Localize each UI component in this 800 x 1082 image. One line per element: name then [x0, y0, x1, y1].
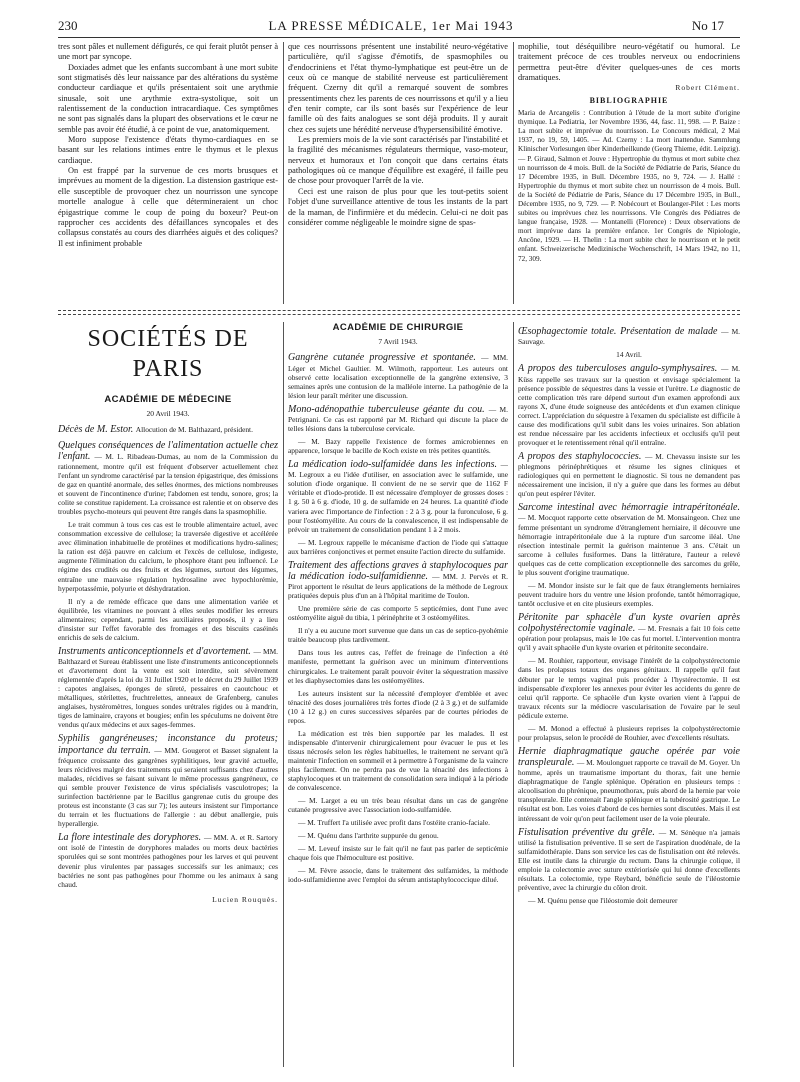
report-entry [58, 646, 278, 730]
entry-text: Dans tous les autres cas, l'effet de freinage de l'infection a été manifeste, permettant la guérison avec un minimum d'interventions chirurgicales. Le traitement paraît pouvoir éviter la séquestration massive et les diaphysectomies dans les ostéomyélites. [288, 648, 508, 685]
session-date: 20 Avril 1943. [146, 409, 190, 418]
bibliography-text: Maria de Arcangelis : Contribution à l'étude de la mort subite d'origine thymique. La Pediatria, 1er Novembre 1936, 44, fasc. 11, 998. — P. Baize : La mort subite et imprévue du nourrisson. Le Concours médical, 2 Mai 1937, no 19, 59, 1405. — Ad. Czerny : La mort inattendue. Sammlung Klinischer Vorlesungen über Kinderheilkunde (Georg Thieme, édit. Leipzig). — P. Giraud, Salmon et Jouve : Hypertrophie du thymus et mort subite chez un nourrisson de 4 mois. Bull. de la Société de Pédiatrie de Paris, Séance du 17 Décembre 1935, in Bull. Décembre 1935, no 9, 724. — J. Hallé : Hypertrophie du thymus et mort subite chez un nourrisson de 4 mois. Bull. de la Société de Pédiatrie de Paris, Séance du 17 Décembre 1935, in Bull., Décembre 1935, no 9, 729. — P. Nobécourt et Boulanger-Pilet : Les morts subites ou imprévues chez les nourrissons. VIe Congrès des Pédiatres de langue française, 1928. — Montanelli (Florence) : Deux observations de mort imprévue dans la première enfance. 1er Congrès de Nipiologie, Ancône, 1929. — H. Thelin : La mort subite chez le nourrisson et le petit enfant. Schweizerische Medizinische Wochenschrift, 14 Mars 1942, no 11, 72, 309. [518, 109, 740, 263]
entry-text: — M. L. Ribadeau-Dumas, au nom de la Commission du rationnement, montre qu'il est fréquent d'observer actuellement chez l'enfant un syndrome caractérisé par la tension épigastrique, des émissions de gaz en quantité anormale, des selles énormes, des mictions nombreuses et souvent de l'incontinence d'urine; l'abdomen est tendu, sonore, gros; la colite se constitue rapidement. La croissance est ralentie et on observe des troubles psycho-moteurs qui peuvent être rangés dans la spasmophilie. [58, 451, 278, 517]
entry-text: — MM. J. Pervès et R. Pirot apportent le résultat de leurs applications de la méthode de Legroux pratiquées depuis plus d'un an à l'hôpital maritime de Toulon. [288, 571, 508, 601]
entry-text: — M. Larget a eu un très beau résultat dans un cas de gangrène cutanée progressive avec l'association iodo-sulfamidée. [288, 796, 508, 815]
entry-title: Sarcome intestinal avec hémorragie intrapéritonéale. [518, 502, 740, 514]
report-entry [288, 831, 508, 840]
entry-title: Instruments anticonceptionnels et d'avortement. [58, 645, 254, 657]
paragraph: Les premiers mois de la vie sont caractérisés par l'instabilité et la fragilité des mécanismes régulateurs thermique, vaso-moteur, nerveux et humoraux et l'on conçoit que dans certains états pathologiques où ce manque d'équilibre est exagéré, il faille peu de chose pour provoquer l'arrêt de la vie. [288, 135, 508, 186]
entry-text: — M. Petrignani. Ce cas est rapporté par M. Richard qui discute la place de telles lésions dans la tuberculose cervicale. [288, 404, 508, 433]
entry-title: Œsophagectomie totale. Présentation de malade [518, 326, 722, 337]
entry-title: Gangrène cutanée progressive et spontanée. [288, 352, 482, 364]
report-entry [288, 352, 508, 399]
column-divider [513, 322, 514, 1067]
report-entry [288, 404, 508, 433]
entry-text: — M. Chevassu insiste sur les phlegmons périnéphrétiques et résume les signes cliniques et radiologiques qui en permettent le diagnostic. Si tous ne demandent pas nécessairement une incision, il n'y a guère que dans les formes au début qu'on peut espérer l'éviter. [518, 451, 740, 499]
journal-title: LA PRESSE MÉDICALE, 1er Mai 1943 [268, 18, 514, 33]
report-entry [518, 746, 740, 823]
middle-column [288, 322, 508, 1067]
report-entry [58, 832, 278, 888]
entry-text: — M. Fèvre associe, dans le traitement des sulfamides, la méthode iodo-sulfamidienne avec l'emploi du sérum antistaphylococcique dilué. [288, 866, 508, 885]
top-column-3 [518, 42, 740, 304]
paragraph: tres sont pâles et nullement défigurés, ce qui ferait plutôt penser à une mort par syncope. [58, 42, 278, 62]
entry-text: — M. Leveuf insiste sur le fait qu'il ne faut pas parler de septicémie chaque fois que l'hémoculture est positive. [288, 844, 508, 863]
bibliography-heading: BIBLIOGRAPHIE [589, 95, 669, 105]
author-signature: Robert Clément. [675, 83, 740, 93]
entry-text: — M. Moulonguet rapporte ce travail de M. Goyer. Un homme, après un traumatisme important du thorax, fait une hernie diaphragmatique de l'angle splénique. Opération en plusieurs temps : alcoolisation du phrénique, pneumothorax, puis abord de la hernie par voie transpleurale. Elle contenait l'angle splénique et la tubérosité gastrique. Le résultat est bon. Les voies d'abord de ces hernies sont discutées. Mais il est intéressant de voir qu'on peut facilement user de la voie pleurale. [518, 758, 740, 823]
entry-text: — M. Sauvage. [518, 327, 740, 347]
societes-heading: SOCIÉTÉS DE PARIS [87, 326, 249, 382]
entry-text: Il n'y a de remède efficace que dans une alimentation variée et équilibrée, les vitamines ne pouvant à elles seules modifier les erreurs alimentaires; cependant, parmi les auxiliaires proposés, il y a lieu d'insister sur l'effet favorable des fromages et des biscuits caséinés enrichis de sels de calcium. [58, 596, 278, 642]
entry-text: — MM. Gougerot et Basset signalent la fréquence croissante des gangrènes syphilitiques, leur gravité actuelle, leurs récidives malgré des traitements qui seraient suffisants chez d'autres malades, récidives se faisant suivant le même processus gangréneux, ce qui semble prouver l'existence de virus spécialisés vasculotropes; la surinfection bactérienne par le Bacillus gangrenae cutis du groupe des proteus est inconstante (3 cas sur 7); les auteurs insistent sur l'importance du terrain et les fluctuations de l'allergie : au début anallergie, puis hyperallergie. [58, 745, 278, 829]
report-entry [58, 597, 278, 642]
entry-text: Il n'y a eu aucune mort survenue que dans un cas de septico-pyohémie traitée beaucoup plus tardivement. [288, 626, 508, 645]
section-divider [58, 314, 740, 315]
report-entry [288, 729, 508, 792]
entry-title: Fistulisation préventive du grêle. [518, 826, 659, 838]
entry-text: Les auteurs insistent sur la nécessité d'employer d'emblée et avec ténacité des doses journalières très fortes d'iode (2 à 3 g.) et de sulfamide (10 à 12 g.) en cures successives séparées par de courtes périodes de repos. [288, 688, 508, 725]
entry-title: La flore intestinale des doryphores. [58, 832, 204, 844]
entry-text: Le trait commun à tous ces cas est le trouble alimentaire actuel, avec consommation excessive de cellulose; la traversée digestive et accélérée avec élimination inhabituelle de protéines et modifications hydro-salines; la ration est déjà pauvre en calcium et l'excès de cellulose, indigeste, augmente l'élimination du calcium, le phosphore étant peu influencé. Le régime des crudités ou des fruits et des légumes, surtout des légumes, entraîne une mauvaise régulation hydrosaline avec hypochlorémie, hyperpotassémie, polyurie et déshydratation. [58, 520, 278, 593]
report-entry [518, 827, 740, 892]
entry-text: La médication est très bien supportée par les malades. Il est indispensable d'intervenir chirurgicalement pour évacuer le pus et les tissus nécrosés selon les règles habituelles, le traitement ne servant qu'à maintenir l'infection en sommeil et à permettre à l'organisme de la vaincre plus facilement. On ne perdra pas de vue la ténacité des infections à staphylocoques et un traitement de consolidation sera indiqué à la période de convalescence. [288, 728, 508, 793]
entry-title: Mono-adénopathie tuberculeuse géante du cou. [288, 403, 489, 415]
entry-text: — M. Küss rappelle ses travaux sur la question et envisage spécialement la présence possible de séquestres dans la vessie et l'urètre. Le diagnostic de cette complication très rare dépend surtout d'un examen approfondi aux rayons X, d'une étude soigneuse des antécédents et d'un examen clinique correct. L'appréciation du séquestre à l'examen du spécialiste est difficile à cause des modifications qu'il subit dans les voies urinaires. Son ablation est rendue nécessaire par les accidents infectieux et occlusifs qu'il peut provoquer et le retentissement rénal qu'il entraîne. [518, 364, 740, 447]
report-entry [518, 350, 740, 359]
report-entry [518, 326, 740, 346]
left-blocks [58, 424, 278, 888]
entry-text: — M. Rouhier, rapporteur, envisage l'intérêt de la colpohystérectomie dans les prolapsus totaux des organes génitaux. Il rappelle qu'il faut débuter par le temps vaginal puis procéder à l'hystérectomie. Il est indispensable d'explorer les annexes pour éviter les accidents du genre de celui qu'il rapporte. Ce sphacèle d'un kyste ovarien vient à l'appui de travaux récents sur la médiocre vascularisation de l'ovaire par le seul pédicule externe. [518, 656, 740, 720]
column-divider [283, 42, 284, 304]
report-entry [518, 581, 740, 608]
paragraph: que ces nourrissons présentent une instabilité neuro-végétative particulière, qu'il s'agisse d'émotifs, de spasmophiles ou d'endocriniens et l'état thymo-lymphatique est peut-être un de ceux où ce manque de stabilité nerveuse est particulièrement fréquent. Czerny dit qu'il a remarqué souvent de sombres pressentiments chez les parents de ces nourrissons et qu'il y a lieu d'en tenir compte, car ils sont basés sur l'expérience de leur famille où des faits analogues se sont déjà produits. Il y aurait chez ces sujets une hérédité nerveuse d'hypersensibilité émotive. [288, 42, 508, 134]
entry-title: Traitement des affections graves à staphylocoques par la médication iodo-sulfamidienne. [288, 559, 508, 582]
report-entry [288, 459, 508, 534]
section-divider [58, 310, 740, 311]
page-number: 230 [58, 18, 78, 33]
report-entry [58, 440, 278, 517]
entry-text: — MM. Balthazard et Sureau établissent une liste d'instruments anticonceptionnels et d'avortement dont la vente est soit interdite, soit sévèrement réglementée d'après la loi du 31 Juillet 1920 et le décret du 29 Juillet 1939 : capotes anglaises, éponges de sûreté, pessaires en caoutchouc et métalliques, stérilettes, fruchtrelettes, anneaux de Grafenberg, canules anglaises, hystéromètres, longues sondes urétrales rigides ou à mandrin, tiges de laminaire, crayons et bougies; enfin les spéculums ne doivent être vendus qu'aux médecins et aux sages-femmes. [58, 646, 278, 730]
column-divider [283, 322, 284, 1067]
entry-text: — M. Legroux rappelle le mécanisme d'action de l'iode qui s'attaque aux barrières conjonctives et permet ensuite l'action directe du sulfamide. [288, 537, 508, 556]
issue-number: No 17 [691, 18, 724, 33]
top-column-2 [288, 42, 508, 304]
report-entry [288, 604, 508, 622]
entry-title: A propos des tuberculoses angulo-symphysaires. [518, 363, 722, 375]
page-header [58, 18, 724, 36]
paragraph: Doxiades admet que les enfants succombant à une mort subite sont stigmatisés dès leur naissance par des altérations du système conducteur cardiaque et qu'ils présentaient soit une arythmie sinusale, soit une arythmie extra-systolique, soit un ralentissement de la conduction intracardiaque. Ces symptômes ne sont pas signalés dans la plupart des observations et le cœur ne semble pas avoir été étudié, à ce point de vue, anatomiquement. [58, 62, 278, 134]
report-entry [288, 560, 508, 601]
report-entry [288, 626, 508, 644]
entry-text: — M. Monod a effectué à plusieurs reprises la colpohystérectomie pour prolapsus, selon le procédé de Rouhier, avec d'excellents résultats. [518, 723, 740, 742]
report-entry [58, 424, 278, 435]
report-entry [518, 724, 740, 742]
academy-heading: ACADÉMIE DE CHIRURGIE [332, 322, 464, 333]
top-column-1 [58, 42, 278, 304]
paragraph: Ceci est une raison de plus pour que les tout-petits soient l'objet d'une surveillance attentive de tous les instants de la part de la maman, de l'infirmière et du médecin. Celui-ci ne doit pas considérer comme négligeable le moindre signe de spas- [288, 186, 508, 227]
report-entry [288, 437, 508, 455]
entry-title: La médication iodo-sulfamidée dans les infections. [288, 459, 501, 471]
report-entry [518, 363, 740, 447]
entry-title: Quelques conséquences de l'alimentation actuelle chez l'enfant. [58, 439, 278, 462]
report-entry [58, 520, 278, 592]
mid-blocks [288, 352, 508, 884]
entry-title: Hernie diaphragmatique gauche opérée par voie transpleurale. [518, 745, 740, 769]
right-column [518, 322, 740, 1067]
academy-heading: ACADÉMIE DE MÉDECINE [104, 394, 232, 405]
report-entry [288, 844, 508, 862]
paragraph: Moro suppose l'existence d'états thymo-cardiaques en se basant sur les relations intimes entre le thymus et le plexus cardiaque. [58, 135, 278, 165]
report-entry [518, 451, 740, 498]
left-column [58, 322, 278, 1067]
entry-text: — M. Quénu pense que l'iléostomie doit demeurer [528, 896, 678, 906]
paragraph: mophilie, tout déséquilibre neuro-végétatif ou humoral. Le traitement précoce de ces troubles nerveux ou endocriniens permettra peut-être d'éviter quelques-unes de ces morts dramatiques. [518, 42, 740, 83]
author-signature: Lucien Rouquès. [212, 894, 278, 904]
entry-title: A propos des staphylococcies. [518, 450, 645, 462]
entry-text: — M. Truffert l'a utilisée avec profit dans l'ostéite cranio-faciale. [298, 818, 490, 828]
entry-text: — M. Legroux a eu l'idée d'utiliser, en association avec le sulfamide, une solution d'iode organique. Il convient de ne se servir que de 1162 F véritable et d'iodo-protide. Il est nécessaire d'employer de grosses doses : 1 g. 50 à 6 g. d'iode, 10 g. de sulfamide en 24 heures. La quantité d'iode variera avec l'importance de l'infection : 2 à 3 g. pour la furonculose, 6 g. pour l'ostéomyélite. Au cours de la convalescence, il est indispensable de prévoir un traitement de consolidation pendant 1 à 2 mois. [288, 460, 508, 534]
entry-text: — M. Quénu dans l'arthrite suppurée du genou. [298, 831, 439, 841]
column-divider [513, 42, 514, 304]
report-entry [518, 612, 740, 653]
entry-text: Allocution de M. Balthazard, président. [135, 425, 253, 435]
report-entry [58, 733, 278, 828]
report-entry [288, 796, 508, 814]
entry-text: — M. Bazy rappelle l'existence de formes amicrobiennes en apparence, lorsque le bacille de Koch existe en très petites quantités. [288, 437, 508, 456]
report-entry [288, 689, 508, 725]
entry-text: 14 Avril. [616, 350, 642, 360]
entry-text: — M. Mondor insiste sur le fait que de faux étranglements herniaires peuvent traduire hors du ventre une lésion profonde, tantôt hémorragique, tantôt occlusive et en cite plusieurs exemples. [518, 580, 740, 608]
entry-text: — MM. A. et R. Sartory ont isolé de l'intestin de doryphores malades ou morts deux bactéries sporulées qui se sont montrées pathogènes pour les larves et qui peuvent devenir plus virulentes par passages successifs sur les animaux; ces bactéries ne sont pas pathogènes pour l'homme ou les animaux à sang chaud. [58, 833, 278, 889]
entry-text: — MM. Léger et Michel Gaultier. M. Wilmoth, rapporteur. Les auteurs ont observé cette localisation exceptionnelle de la gangrène extensive, 3 semaines après une contusion de la malléole interne. La pathogénie de la lésion leur paraît mériter une discussion. [288, 353, 508, 400]
report-entry [518, 656, 740, 719]
report-entry [288, 818, 508, 827]
report-entry [518, 896, 740, 905]
report-entry [288, 648, 508, 684]
entry-text: Une première série de cas comporte 5 septicémies, dont l'une avec ostéomyélite aiguë du tibia, 1 périnéphrite et 3 ostéomyélites. [288, 604, 508, 623]
entry-title: Syphilis gangréneuses; inconstance du proteus; importance du terrain. [58, 733, 278, 756]
session-date: 7 Avril 1943. [378, 337, 418, 346]
entry-text: — M. Fresnais a fait 10 fois cette opération pour prolapsus, mais le 10e cas fut mortel. L'intervention montra qu'il y avait sphacèle d'un kyste ovarien et péritonite secondaire. [518, 624, 740, 653]
entry-text: — M. Mocquot rapporte cette observation de M. Monsaingeon. Chez une femme présentant un syndrome d'étranglement herniaire, il découvre une hémorragie intrapéritonéale due à la rupture d'un sarcome iléal. Une résection intestinale permit la guérison maintenue 3 ans. C'était un sarcome à cellules fusiformes. Dans la littérature, l'auteur a relevé quelques cas de cette complication exceptionnelle des sarcomes du grêle, le plus souvent d'origine traumatique. [518, 513, 740, 577]
right-blocks [518, 326, 740, 905]
header-rule [58, 37, 740, 38]
report-entry [518, 502, 740, 577]
report-entry [288, 538, 508, 556]
paragraph: On est frappé par la survenue de ces morts brusques et imprévues au moment de la digestion. La distension gastrique est-elle susceptible de provoquer chez un nourrisson une syncope mortelle analogue à celle que détermineraient un choc épigastrique comme le coup de poing du boxeur? Peut-on rapprocher ces accidents des défaillances syncopales et des collapsus constatés au cours des diarrhées aiguës et des coliques? Il est infiniment probable [58, 166, 278, 248]
entry-text: — M. Sénèque n'a jamais utilisé la fistulisation préventive. Il se sert de l'aspiration duodénale, de la sulfamidothérapie. Dans son service les cas de fistulisation ont été relevés. Elle est inutile dans la chirurgie du rectum. Dans la chirurgie colique, il emploie la colectomie avec suture extériorisée qui lui donne d'excellents résultats. La colectomie, type Reybard, bénéficie seule de l'iléostomie préventive, avec la chirurgie du côlon droit. [518, 827, 740, 892]
report-entry [288, 866, 508, 884]
entry-title: Péritonite par sphacèle d'un kyste ovarien après colpohystérectomie vaginale. [518, 611, 740, 635]
entry-title: Décès de M. Estor. [58, 424, 136, 436]
